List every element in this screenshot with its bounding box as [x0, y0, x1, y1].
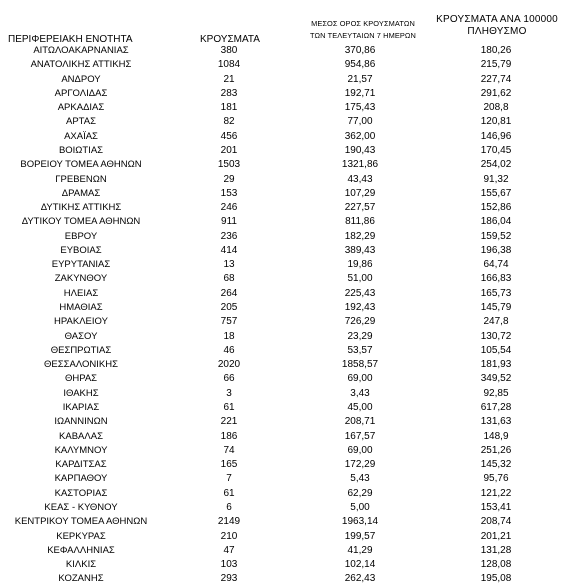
avg-7day-value: 389,43: [344, 244, 376, 256]
region-name: ΗΡΑΚΛΕΙΟΥ: [54, 316, 108, 328]
cases-value: 2020: [217, 359, 241, 371]
region-name: ΘΑΣΟΥ: [64, 330, 98, 342]
avg-7day-value: 3,43: [350, 387, 370, 399]
avg-7day-value: 199,57: [344, 530, 376, 542]
avg-7day-value: 362,00: [344, 130, 376, 142]
per100k-value: 64,74: [483, 259, 509, 271]
cases-value: 456: [220, 130, 238, 142]
region-name: ΘΗΡΑΣ: [64, 373, 98, 385]
per100k-value: 166,83: [480, 273, 512, 285]
cases-value: 7: [226, 473, 232, 485]
cases-value: 380: [220, 45, 238, 56]
region-name: ΕΒΡΟΥ: [64, 230, 98, 242]
per100k-value: 247,8: [483, 316, 509, 328]
cases-value: 61: [223, 487, 235, 499]
region-name: ΑΝΔΡΟΥ: [61, 73, 101, 85]
region-name: ΒΟΙΩΤΙΑΣ: [58, 144, 104, 156]
avg-7day-value: 192,43: [344, 302, 376, 314]
cases-value: 3: [226, 387, 232, 399]
per100k-value: 208,74: [480, 516, 512, 528]
cases-value: 66: [223, 373, 235, 385]
per100k-value: 92,85: [483, 387, 509, 399]
avg-7day-value: 5,00: [350, 501, 370, 513]
avg-7day-value: 726,29: [344, 316, 376, 328]
avg-7day-value: 167,57: [344, 430, 376, 442]
cases-value: 757: [220, 316, 238, 328]
region-name: ΖΑΚΥΝΘΟΥ: [54, 273, 108, 285]
avg-7day-value: 19,86: [347, 259, 373, 271]
avg-7day-value: 1858,57: [341, 359, 379, 371]
per100k-value: 180,26: [480, 45, 512, 56]
cases-value: 68: [223, 273, 235, 285]
cases-value: 911: [221, 216, 237, 228]
avg-7day-value: 811,86: [345, 216, 375, 228]
per100k-value: 91,32: [483, 173, 509, 185]
cases-value: 153: [220, 187, 238, 199]
avg-7day-value: 172,29: [344, 459, 376, 471]
cases-value: 210: [220, 530, 238, 542]
avg-7day-value: 77,00: [347, 116, 373, 128]
per100k-value: 95,76: [483, 473, 509, 485]
region-name: ΔΡΑΜΑΣ: [61, 187, 101, 199]
region-name: ΑΧΑΪΑΣ: [64, 130, 98, 142]
region-name: ΗΜΑΘΙΑΣ: [59, 302, 103, 314]
avg-7day-value: 182,29: [344, 230, 376, 242]
cases-value: 186: [220, 430, 238, 442]
region-name: ΚΕΑΣ - ΚΥΘΝΟΥ: [44, 501, 118, 513]
avg-7day-value: 43,43: [347, 173, 373, 185]
region-name: ΘΕΣΣΑΛΟΝΙΚΗΣ: [44, 359, 118, 371]
per100k-value: 128,08: [480, 559, 512, 571]
per100k-value: 181,93: [480, 359, 512, 371]
per100k-value: 153,41: [480, 501, 512, 513]
cases-value: 103: [220, 559, 238, 571]
region-name: ΚΑΣΤΟΡΙΑΣ: [54, 487, 108, 499]
region-name: ΚΕΝΤΡΙΚΟΥ ΤΟΜΕΑ ΑΘΗΝΩΝ: [14, 516, 148, 528]
per100k-value: 131,28: [480, 544, 512, 556]
avg-7day-value: 225,43: [344, 287, 376, 299]
cases-value: 1084: [217, 59, 241, 71]
region-name: ΚΑΒΑΛΑΣ: [59, 430, 103, 442]
per100k-value: 130,72: [480, 330, 512, 342]
per100k-value: 105,54: [480, 344, 512, 356]
cases-value: 205: [220, 302, 238, 314]
cases-value: 2149: [217, 516, 241, 528]
per100k-value: 146,96: [480, 130, 512, 142]
region-name: ΙΚΑΡΙΑΣ: [62, 402, 100, 413]
cases-value: 74: [223, 444, 235, 456]
per100k-value: 120,81: [480, 116, 512, 128]
region-name: ΚΕΡΚΥΡΑΣ: [56, 530, 106, 542]
cases-value: 82: [223, 116, 235, 128]
avg-7day-value: 192,71: [344, 87, 376, 99]
cases-value: 61: [223, 402, 235, 413]
cases-value: 21: [223, 73, 235, 85]
region-name: ΘΕΣΠΡΩΤΙΑΣ: [50, 344, 112, 356]
region-name: ΑΡΚΑΔΙΑΣ: [57, 102, 105, 114]
avg-7day-value: 102,14: [344, 559, 376, 571]
avg-7day-value: 23,29: [347, 330, 373, 342]
per100k-value: 145,79: [480, 302, 512, 314]
cases-value: 18: [223, 330, 235, 342]
cases-value: 6: [226, 501, 232, 513]
avg-7day-value: 69,00: [347, 444, 373, 456]
per100k-value: 121,22: [480, 487, 512, 499]
per100k-value: 201,21: [480, 530, 512, 542]
cases-value: 264: [220, 287, 238, 299]
cases-value: 283: [220, 87, 238, 99]
per100k-value: 208,8: [483, 102, 509, 114]
region-name: ΒΟΡΕΙΟΥ ΤΟΜΕΑ ΑΘΗΝΩΝ: [20, 159, 142, 171]
avg-7day-value: 1963,14: [341, 516, 379, 528]
region-name: ΑΡΤΑΣ: [66, 116, 96, 128]
per100k-value: 195,08: [480, 573, 512, 585]
per100k-value: 152,86: [480, 202, 512, 214]
avg-7day-value: 370,86: [344, 45, 376, 56]
header-per100k-line1: ΚΡΟΥΣΜΑΤΑ ΑΝΑ 100000: [436, 14, 558, 25]
region-name: ΑΡΓΟΛΙΔΑΣ: [54, 87, 108, 99]
per100k-value: 617,28: [480, 402, 512, 413]
region-name: ΔΥΤΙΚΗΣ ΑΤΤΙΚΗΣ: [40, 202, 122, 214]
per100k-value: 215,79: [480, 59, 512, 71]
cases-value: 46: [223, 344, 235, 356]
region-name: ΚΑΡΠΑΘΟΥ: [54, 473, 108, 485]
per100k-value: 131,63: [480, 416, 512, 428]
header-per100k-line2: ΠΛΗΘΥΣΜΟ: [467, 26, 527, 37]
avg-7day-value: 954,86: [344, 59, 376, 71]
avg-7day-value: 45,00: [347, 402, 373, 413]
region-name: ΙΘΑΚΗΣ: [63, 387, 99, 399]
region-name: ΚΑΡΔΙΤΣΑΣ: [55, 459, 107, 471]
per100k-value: 186,04: [480, 216, 512, 228]
per100k-value: 254,02: [480, 159, 512, 171]
avg-7day-value: 21,57: [347, 73, 373, 85]
cases-value: 246: [220, 202, 238, 214]
avg-7day-value: 62,29: [347, 487, 373, 499]
header-cases: ΚΡΟΥΣΜΑΤΑ: [200, 34, 260, 45]
region-name: ΙΩΑΝΝΙΝΩΝ: [54, 416, 108, 428]
cases-value: 236: [220, 230, 238, 242]
avg-7day-value: 227,57: [344, 202, 376, 214]
region-name: ΚΙΛΚΙΣ: [65, 559, 97, 571]
avg-7day-value: 69,00: [347, 373, 373, 385]
per100k-value: 145,32: [480, 459, 512, 471]
avg-7day-value: 190,43: [344, 144, 376, 156]
cases-value: 1503: [217, 159, 241, 171]
region-name: ΑΙΤΩΛΟΑΚΑΡΝΑΝΙΑΣ: [33, 45, 129, 56]
per100k-value: 227,74: [480, 73, 512, 85]
per100k-value: 170,45: [480, 144, 512, 156]
region-name: ΕΥΒΟΙΑΣ: [60, 244, 102, 256]
region-name: ΔΥΤΙΚΟΥ ΤΟΜΕΑ ΑΘΗΝΩΝ: [21, 216, 141, 228]
per100k-value: 159,52: [480, 230, 512, 242]
avg-7day-value: 51,00: [347, 273, 373, 285]
cases-value: 165: [220, 459, 238, 471]
region-name: ΑΝΑΤΟΛΙΚΗΣ ΑΤΤΙΚΗΣ: [30, 59, 132, 71]
per100k-value: 291,62: [480, 87, 512, 99]
avg-7day-value: 107,29: [344, 187, 376, 199]
avg-7day-value: 5,43: [350, 473, 370, 485]
cases-value: 221: [220, 416, 238, 428]
region-name: ΗΛΕΙΑΣ: [63, 287, 99, 299]
cases-value: 293: [220, 573, 238, 585]
cases-value: 47: [223, 544, 235, 556]
region-name: ΚΟΖΑΝΗΣ: [58, 573, 104, 585]
cases-value: 29: [223, 173, 235, 185]
region-name: ΚΑΛΥΜΝΟΥ: [54, 444, 108, 456]
cases-value: 414: [220, 244, 238, 256]
region-name: ΚΕΦΑΛΛΗΝΙΑΣ: [47, 544, 115, 556]
avg-7day-value: 175,43: [344, 102, 376, 114]
header-region: ΠΕΡΙΦΕΡΕΙΑΚΗ ΕΝΟΤΗΤΑ: [8, 34, 133, 45]
cases-value: 201: [220, 144, 238, 156]
region-name: ΕΥΡΥΤΑΝΙΑΣ: [51, 259, 111, 271]
header-avg-line2: ΤΩΝ ΤΕΛΕΥΤΑΙΩΝ 7 ΗΜΕΡΩΝ: [310, 31, 416, 40]
avg-7day-value: 262,43: [344, 573, 376, 585]
cases-value: 13: [223, 259, 235, 271]
per100k-value: 155,67: [480, 187, 512, 199]
avg-7day-value: 53,57: [347, 344, 373, 356]
per100k-value: 148,9: [483, 430, 509, 442]
per100k-value: 165,73: [480, 287, 512, 299]
per100k-value: 196,38: [480, 244, 512, 256]
per100k-value: 251,26: [480, 444, 512, 456]
header-avg-line1: ΜΕΣΟΣ ΟΡΟΣ ΚΡΟΥΣΜΑΤΩΝ: [311, 19, 415, 28]
avg-7day-value: 208,71: [344, 416, 376, 428]
per100k-value: 349,52: [480, 373, 512, 385]
avg-7day-value: 1321,86: [341, 159, 379, 171]
region-name: ΓΡΕΒΕΝΩΝ: [55, 173, 107, 185]
cases-value: 181: [220, 102, 238, 114]
avg-7day-value: 41,29: [347, 544, 373, 556]
